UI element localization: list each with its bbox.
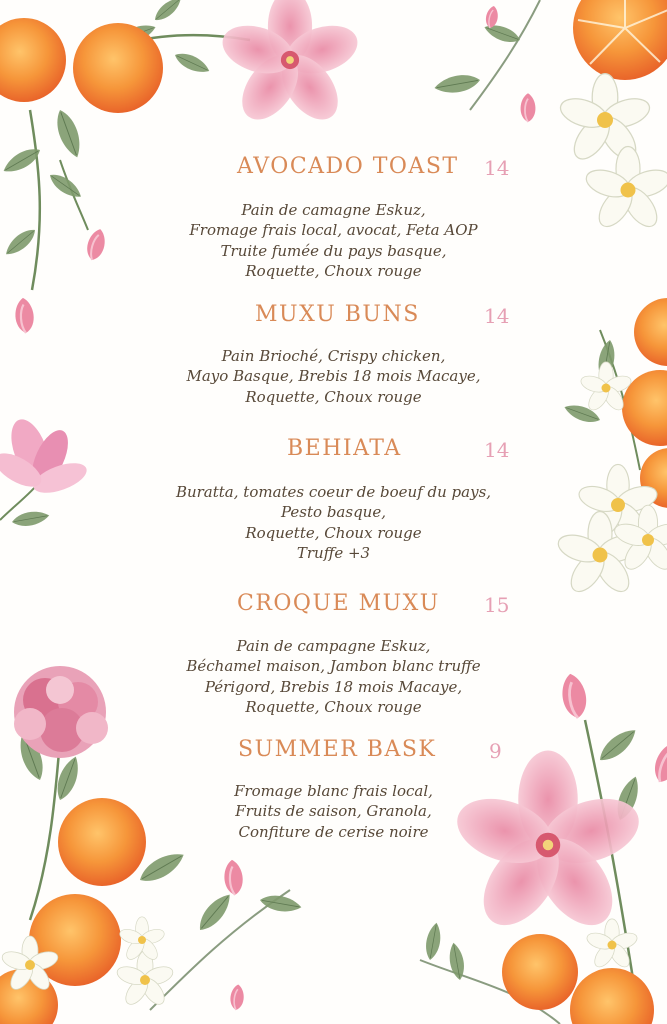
description-line: Roquette, Choux rouge: [245, 697, 422, 716]
item-title: MUXU BUNS: [255, 302, 420, 327]
pink-blossom-icon: [449, 751, 647, 939]
description-line: Roquette, Choux rouge: [245, 387, 422, 406]
orange-fruit-icon: [502, 934, 578, 1010]
white-flower-icon: [115, 951, 175, 1008]
description-line: Buratta, tomates coeur de boeuf du pays,: [175, 483, 492, 501]
description-line: Truite fumée du pays basque,: [220, 241, 447, 260]
item-price: 14: [484, 304, 510, 328]
description-line: Mayo Basque, Brebis 18 mois Macaye,: [186, 367, 481, 386]
item-description: [0, 346, 667, 407]
item-description: [0, 636, 667, 717]
item-title: BEHIATA: [287, 436, 402, 461]
orange-fruit-icon: [0, 18, 66, 102]
item-price: 15: [484, 593, 510, 617]
orange-fruit-icon: [570, 968, 654, 1024]
description-line: Pain de camagne Eskuz,: [241, 201, 426, 219]
item-description: [0, 200, 667, 281]
description-line: Fromage frais local, avocat, Feta AOP: [189, 221, 478, 240]
description-line: Fruits de saison, Granola,: [235, 802, 432, 821]
description-line: Pesto basque,: [281, 503, 386, 522]
white-flower-icon: [557, 74, 653, 165]
description-line: Béchamel maison, Jambon blanc truffe: [186, 657, 481, 676]
description-line: Roquette, Choux rouge: [245, 261, 422, 280]
item-description: [0, 482, 667, 563]
description-line: Pain de campagne Eskuz,: [236, 637, 431, 655]
top-right-cluster: [433, 0, 667, 232]
orange-fruit-icon: [73, 23, 163, 113]
item-price: 9: [489, 739, 502, 763]
orange-fruit-icon: [573, 0, 667, 80]
item-price: 14: [484, 156, 510, 180]
description-line: Pain Brioché, Crispy chicken,: [221, 347, 446, 365]
item-title: AVOCADO TOAST: [237, 154, 459, 179]
bottom-right-cluster: [420, 672, 667, 1024]
item-title: SUMMER BASK: [238, 737, 437, 762]
description-line: Fromage blanc frais local,: [234, 782, 433, 800]
description-line: Truffe +3: [296, 543, 371, 562]
pink-blossom-icon: [216, 0, 363, 130]
description-line: Confiture de cerise noire: [238, 822, 429, 841]
item-description: [0, 781, 667, 842]
description-line: Périgord, Brebis 18 mois Macaye,: [204, 677, 463, 696]
description-line: Roquette, Choux rouge: [245, 523, 422, 542]
item-title: CROQUE MUXU: [237, 591, 440, 616]
bottom-left-cluster: [0, 666, 303, 1024]
item-price: 14: [484, 438, 510, 462]
